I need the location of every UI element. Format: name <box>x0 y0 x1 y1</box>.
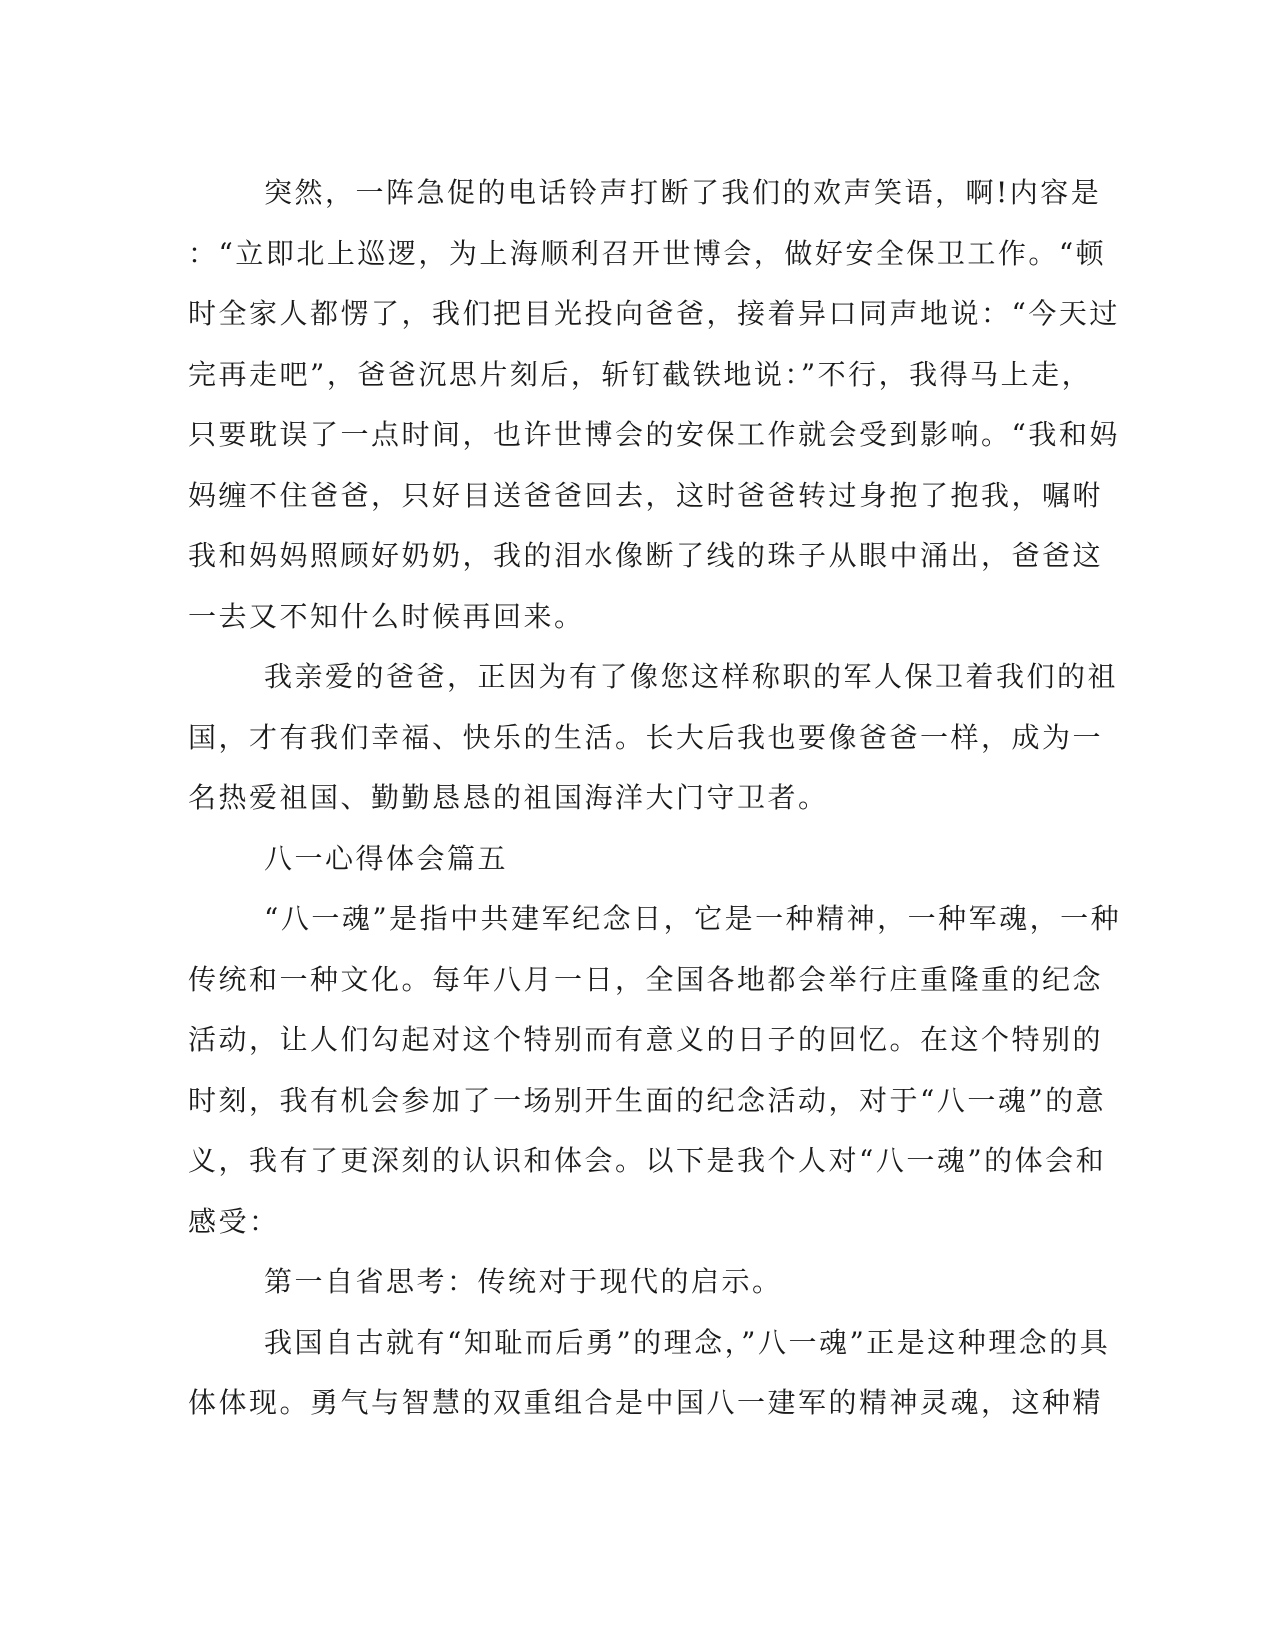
text-line: 一去又不知什么时候再回来。 <box>188 599 585 633</box>
paragraph <box>188 1252 1068 1313</box>
text-line: 妈缠不住爸爸，只好目送爸爸回去，这时爸爸转过身抱了抱我，嘱咐 <box>188 478 1104 512</box>
text-line: 国，才有我们幸福、快乐的生活。长大后我也要像爸爸一样，成为一 <box>188 720 1104 754</box>
text-line: 突然，一阵急促的电话铃声打断了我们的欢声笑语，啊!内容是 <box>264 176 1102 209</box>
document-body <box>188 163 1122 1434</box>
text-line: 完再走吧”，爸爸沉思片刻后，斩钉截铁地说：”不行，我得马上走， <box>188 357 1093 391</box>
paragraph <box>188 163 1120 647</box>
heading-text: 八一心得体会篇五 <box>264 841 509 875</box>
text-line: 传统和一种文化。每年八月一日，全国各地都会举行庄重隆重的纪念 <box>188 962 1104 996</box>
text-line: “八一魂”是指中共建军纪念日，它是一种精神，一种军魂，一种 <box>264 902 1122 935</box>
text-line: 我和妈妈照顾好奶奶，我的泪水像断了线的珠子从眼中涌出，爸爸这 <box>188 539 1104 572</box>
text-line: 第一自省思考：传统对于现代的启示。 <box>264 1265 783 1298</box>
section-heading <box>188 829 1068 890</box>
text-line: 我亲爱的爸爸，正因为有了像您这样称职的军人保卫着我们的祖 <box>264 660 1119 693</box>
text-line: 时全家人都愣了，我们把目光投向爸爸，接着异口同声地说：“今天过 <box>188 297 1120 330</box>
text-line: 只要耽误了一点时间，也许世博会的安保工作就会受到影响。“我和妈 <box>188 418 1120 451</box>
paragraph <box>188 1313 1111 1434</box>
text-line: 感受： <box>188 1204 280 1238</box>
text-line: 时刻，我有机会参加了一场别开生面的纪念活动，对于“八一魂”的意 <box>188 1083 1107 1117</box>
paragraph <box>188 647 1119 829</box>
text-line: 义，我有了更深刻的认识和体会。以下是我个人对“八一魂”的体会和 <box>188 1144 1107 1177</box>
text-line: 我国自古就有“知耻而后勇”的理念，”八一魂”正是这种理念的具 <box>264 1325 1111 1359</box>
text-line: ：“立即北上巡逻，为上海顺利召开世博会，做好安全保卫工作。“顿 <box>188 236 1107 270</box>
text-line: 活动，让人们勾起对这个特别而有意义的日子的回忆。在这个特别的 <box>188 1023 1104 1056</box>
text-line: 体体现。勇气与智慧的双重组合是中国八一建军的精神灵魂，这种精 <box>188 1386 1104 1419</box>
paragraph <box>188 889 1122 1252</box>
text-line: 名热爱祖国、勤勤恳恳的祖国海洋大门守卫者。 <box>188 781 829 814</box>
